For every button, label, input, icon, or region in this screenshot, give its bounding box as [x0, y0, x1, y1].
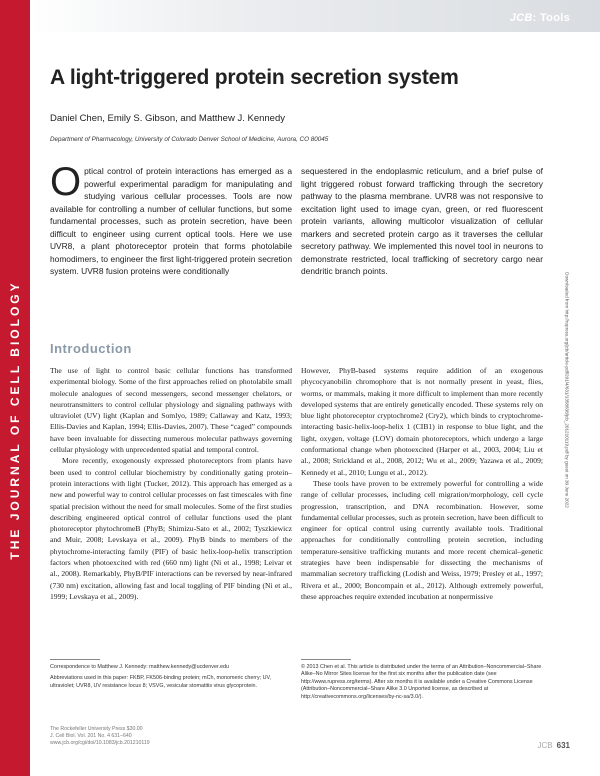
abbreviations-note: Abbreviations used in this paper: FKBP, FK506-binding protein; mCh, monomeric cherry; UV, ultraviolet; UVR8, UV resistance locus 8; VSVG, vesicular stomatitis virus glycoprotein. [50, 675, 272, 689]
license-text: © 2013 Chen et al. This article is distributed under the terms of an Attribution–Noncommercial–Share Alike–No Mirror Sites license for the first six months after the publication date (see http://www.rupress.org/terms). After six months it is available under a Creative Commons License (Attribution–Noncommercial–Share Alike 3.0 Unported license, as described at http://creativecommons.org/licenses/by-nc-sa/3.0/). [301, 664, 542, 700]
body-left-column [50, 365, 292, 602]
intro-paragraph: However, PhyB-based systems require addition of an exogenous phycocyanobilin chromophore that is not normally present in yeast, flies, worms, or mammals, making it more difficult to implement than more recently developed systems that are entirely genetically encoded. These systems rely on blue light photoreceptor cryptochrome2 (Cry2), which binds to cryptochrome-interacting basic-helix-loop-helix 1 (CIB1) in response to blue light, and the light, oxygen, voltage (LOV) domain photoreceptors, which undergo a large conformational change when photoexcited (Harper et al., 2003, 2004; Liu et al., 2008; Strickland et al., 2008, 2012; Wu et al., 2009; Yazawa et al., 2009; Kennedy et al., 2010; Lungu et al., 2012). [301, 366, 543, 477]
abstract-right-column [301, 165, 543, 278]
article-title: A light-triggered protein secretion system [50, 66, 459, 89]
abstract-left-column [50, 160, 292, 278]
intro-paragraph: These tools have proven to be extremely powerful for controlling a wide range of cellular processes, including cell migration/morphology, cell cycle progression, transcription, and DNA recombination. However, some fundamental cellular processes, such as protein secretion, have been difficult to engineer for optical control using currently available tools. Traditional approaches for conditionally controlling protein secretion, including temperature-sensitive trafficking mutants and more recent chemical–genetic strategies have been indispensable for dissecting the mechanisms of mammalian secretory trafficking (Lodish and Weiss, 1979; Presley et al., 1997; Rivera et al., 2000; Boncompain et al., 2012). Although extremely powerful, these approaches require extended incubation at nonpermissive [301, 478, 543, 601]
intro-paragraph: The use of light to control basic cellular functions has transformed experimental biology. Some of the first approaches relied on photolabile small molecule analogues of second messengers, second messenger chelators, or neurotransmitters to control cellular physiology and signaling pathways with ultraviolet (UV) light (Kaplan and Somlyo, 1989; Callaway and Katz, 1993; Ellis-Davies and Kaplan, 1994; Ellis-Davies, 2007). These “caged” compounds have been invaluable for dissecting numerous molecular pathways governing cellular physiology with unprecedented spatial and temporal control. [50, 366, 292, 455]
introduction-heading: Introduction [50, 341, 132, 356]
intro-paragraph: More recently, exogenously expressed photoreceptors from plants have been used to control cellular biochemistry by conditionally gating protein–protein interactions with light (Tucker, 2012). This approach has emerged as a new and powerful way to control cellular processes on fast timescales with fine spatial precision without the need for small molecules. Some of the first studies describing engineered optical control of cellular functions used the plant photoreceptor phytochromeB (PhyB; Shimizu-Sato et al., 2002; Tyszkiewicz and Muir, 2008; Levskaya et al., 2009). PhyB binds to members of the phytochrome-interacting family (PIF) of basic helix-loop-helix transcription factors when photoexcited with red (660 nm) light (Ni et al., 1998; Leivar et al., 2008). Remarkably, PhyB/PIF interactions can be reversed by near-infrared (730 nm) excitation, allowing fast and local toggling of PIF binding (Ni et al., 1999; Levskaya et al., 2009). [50, 456, 292, 601]
page-number: 631 [556, 741, 570, 750]
body-right-column [301, 365, 543, 602]
publisher-line: The Rockefeller University Press $30.00 [50, 726, 143, 732]
article-affiliation: Department of Pharmacology, University of Colorado Denver School of Medicine, Aurora, CO 80045 [50, 136, 329, 143]
header-separator: : [532, 12, 540, 24]
footer-journal: JCB [537, 741, 553, 750]
license-note [301, 664, 543, 701]
download-note: Downloaded from http://rupress.org/jcb/article-pdf/201/4/631/1358838/jcb_201210119.pdf by guest on 30 June 2022 [564, 272, 570, 508]
journal-header [510, 12, 570, 24]
journal-abbrev: JCB [509, 12, 533, 24]
abstract-text-right: sequestered in the endoplasmic reticulum, and a brief pulse of light triggered robust forward trafficking through the secretory pathway to the plasma membrane. UVR8 was not responsive to excitation light used to image cyan, green, or red fluorescent protein variants, allowing multicolor visualization of cellular markers and secreted protein cargo as it traverses the cellular secretory pathway. We implemented this novel tool in neurons to demonstrate restricted, local trafficking of secretory cargo near dendritic branch points. [301, 166, 543, 276]
article-authors: Daniel Chen, Emily S. Gibson, and Matthew J. Kennedy [50, 113, 285, 124]
doi-link[interactable]: www.jcb.org/cgi/doi/10.1083/jcb.201210119 [50, 740, 150, 746]
journal-sidebar-band [0, 0, 30, 776]
footnote-divider [301, 659, 351, 660]
journal-name-vertical: THE JOURNAL OF CELL BIOLOGY [8, 280, 22, 560]
page-footer [538, 741, 570, 750]
publication-info [50, 726, 150, 747]
abstract-dropcap: O [50, 160, 82, 204]
section-label: Tools [539, 12, 570, 24]
footnotes-left [50, 664, 292, 690]
citation-line: J. Cell Biol. Vol. 201 No. 4 631–640 [50, 733, 132, 739]
abstract-text-left: ptical control of protein interactions has emerged as a powerful experimental paradigm for manipulating and studying various cellular processes. Tools are now available for controlling a number of cellular functions, but some fundamental processes, such as protein secretion, have been difficult to engineer using current optical tools. Here we use UVR8, a plant photoreceptor protein that forms photolabile homodimers, to engineer the first light-triggered protein secretion system. UVR8 fusion proteins were conditionally [50, 166, 292, 276]
footnote-divider [50, 659, 100, 660]
correspondence-note: Correspondence to Matthew J. Kennedy: matthew.kennedy@ucdenver.edu [50, 664, 229, 670]
